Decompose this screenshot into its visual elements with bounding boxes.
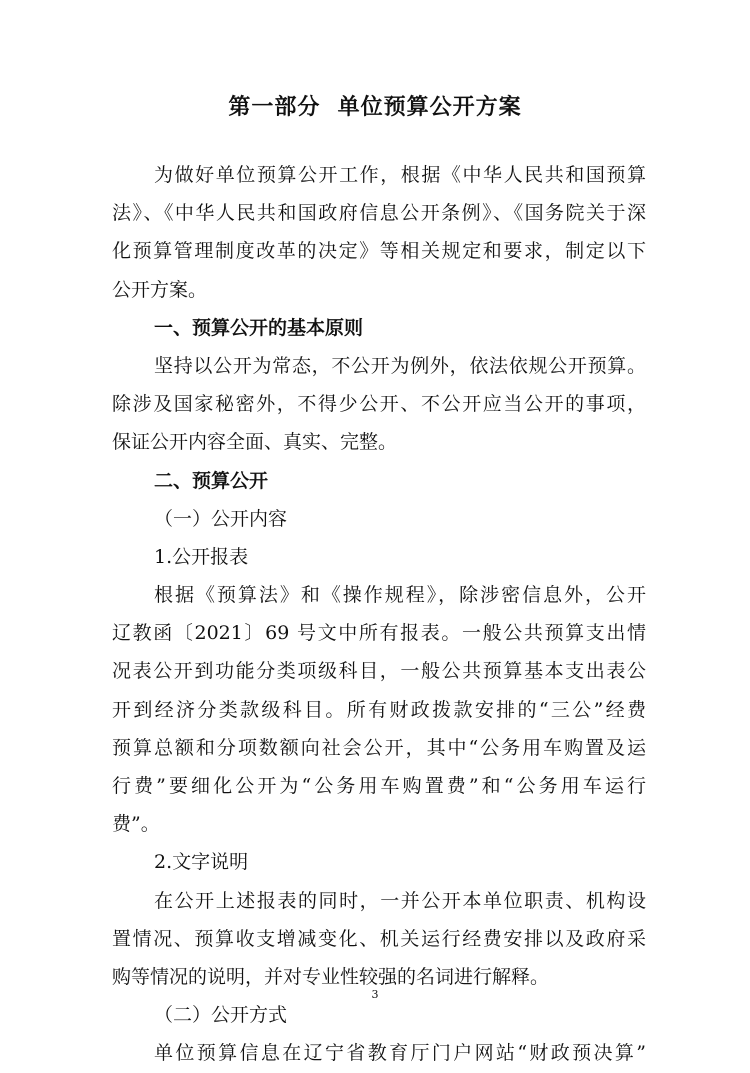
paragraph-reports-line-1: 根据《预算法》和《操作规程》，除涉密信息外，公开 [154,584,646,607]
paragraph-intro-line-2: 法》、《中华人民共和国政府信息公开条例》、《国务院关于深 [112,202,646,225]
paragraph-reports-line-5: 预算总额和分项数额向社会公开，其中“公务用车购置及运 [112,736,646,759]
paragraph-principles-line-2: 除涉及国家秘密外，不得少公开、不公开应当公开的事项， [112,393,646,416]
paragraph-intro-line-3: 化预算管理制度改革的决定》等相关规定和要求，制定以下 [112,240,646,263]
section-heading-budget-disclosure: 二、预算公开 [154,469,269,492]
paragraph-principles-line-1: 坚持以公开为常态，不公开为例外，依法依规公开预算。 [154,354,646,377]
paragraph-intro-line-4: 公开方案。 [112,278,208,301]
page-title: 第一部分 单位预算公开方案 [228,95,522,120]
section-heading-principles: 一、预算公开的基本原则 [154,316,364,339]
paragraph-reports-line-2: 辽教函〔2021〕69 号文中所有报表。一般公共预算支出情 [112,622,646,645]
paragraph-explanation-line-3: 购等情况的说明，并对专业性较强的名词进行解释。 [112,965,550,988]
paragraph-explanation-line-1: 在公开上述报表的同时，一并公开本单位职责、机构设 [154,889,646,912]
page-number: 3 [371,988,379,1001]
paragraph-reports-line-7: 费”。 [112,813,160,836]
document-body [112,156,646,1073]
item-heading-text-explanation: 2.文字说明 [154,851,249,874]
paragraph-reports-line-4: 开到经济分类款级科目。所有财政拨款安排的“三公”经费 [112,698,646,721]
paragraph-reports-line-6: 行费”要细化公开为“公务用车购置费”和“公务用车运行 [112,775,646,797]
paragraph-reports-line-3: 况表公开到功能分类项级科目，一般公共预算基本支出表公 [112,660,646,683]
paragraph-principles-line-3: 保证公开内容全面、真实、完整。 [112,431,398,454]
subsection-heading-content: （一）公开内容 [154,507,288,530]
paragraph-intro-line-1: 为做好单位预算公开工作，根据《中华人民共和国预算 [154,164,646,186]
item-heading-reports: 1.公开报表 [154,545,249,568]
paragraph-explanation-line-2: 置情况、预算收支增减变化、机关运行经费安排以及政府采 [112,927,646,950]
subsection-heading-method: （二）公开方式 [154,1004,288,1027]
paragraph-method-line-1: 单位预算信息在辽宁省教育厅门户网站“财政预决算” [154,1042,646,1065]
